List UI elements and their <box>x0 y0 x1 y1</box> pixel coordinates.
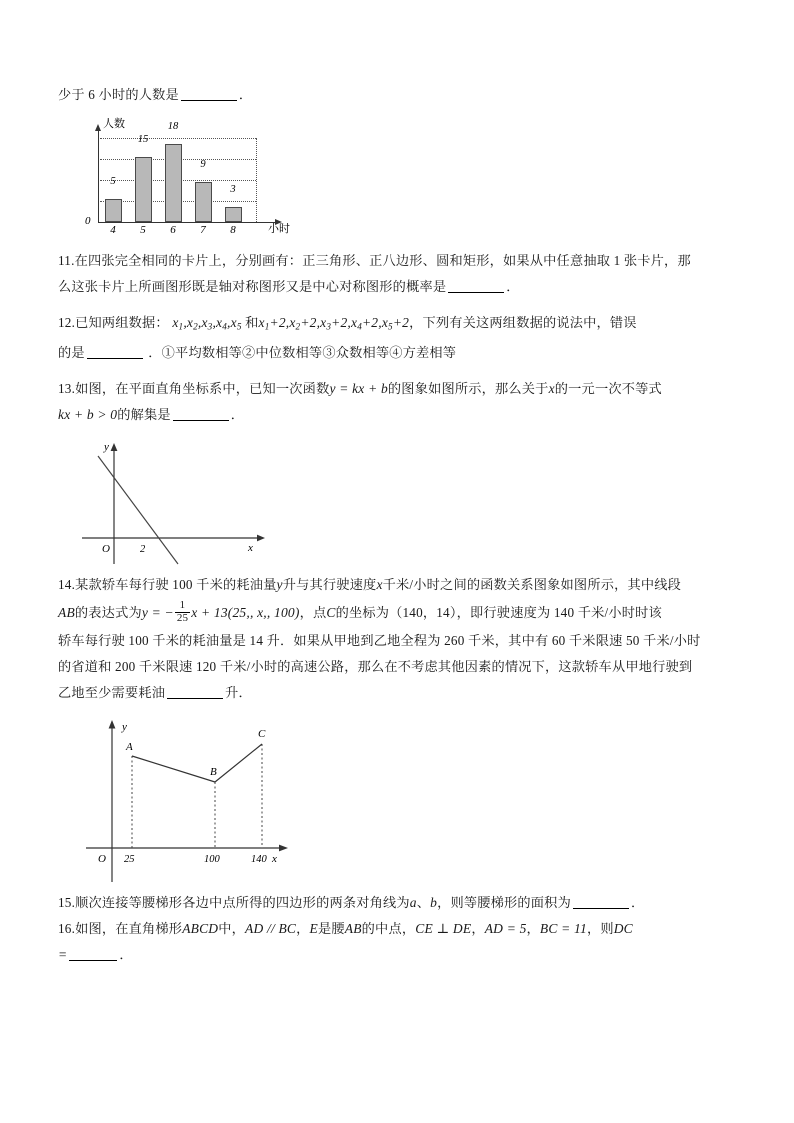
q16-text-g: ， <box>526 920 540 936</box>
q13-function: y = kx + b <box>329 380 388 396</box>
bar-6 <box>165 144 182 222</box>
q16-text-h: ，则 <box>586 920 614 936</box>
graph14-label-c: C <box>258 727 266 740</box>
bar-chart-figure <box>76 116 306 234</box>
chart-gridline <box>100 138 256 139</box>
q16-text-end: ． <box>119 946 133 962</box>
q12-number: 12. <box>58 315 76 330</box>
q13-inequality: kx + b > 0 <box>58 406 118 422</box>
q16-bc-value: BC = 11 <box>539 920 587 936</box>
q12-line1 <box>58 310 742 340</box>
q15-var-b: b <box>430 894 438 910</box>
q14-point-c: C <box>326 604 336 620</box>
q12-line2-post: ． <box>148 344 162 360</box>
q15-var-a: a <box>409 894 417 910</box>
chart-xlabel: 小时 <box>268 222 290 235</box>
question-12 <box>58 310 742 366</box>
q16-number: 16. <box>58 920 76 936</box>
graph14-x-arrow <box>279 844 288 851</box>
graph14-figure <box>82 716 312 884</box>
q14-text-j: 升． <box>225 684 252 700</box>
answer-blank[interactable] <box>173 407 229 421</box>
q14-line1 <box>58 572 742 598</box>
bar-8 <box>225 207 242 222</box>
q13-number: 13. <box>58 380 76 396</box>
q15-text-pre: 顺次连接等腰梯形各边中点所得的四边形的两条对角线为 <box>75 894 410 910</box>
chart-xtick-7: 7 <box>200 224 206 236</box>
q11-number: 11. <box>58 253 75 268</box>
q11-text2-pre: 么这张卡片上所画图形既是轴对称图形又是中心对称图形的概率是 <box>58 279 447 294</box>
q13-text-end: ． <box>230 406 245 422</box>
q16-line1 <box>58 916 742 942</box>
q16-text-a: 如图，在直角梯形 <box>75 920 183 936</box>
answer-blank[interactable] <box>448 279 504 293</box>
graph14-xlabel: x <box>272 852 277 865</box>
graph13-ylabel: y <box>104 440 109 453</box>
q14-var-y: y <box>276 576 283 592</box>
q14-var-x: x <box>376 576 383 592</box>
bar-value-4: 5 <box>110 176 116 187</box>
q12-text-post: ，下列有关这两组数据的说法中，错误 <box>409 315 637 330</box>
q14-fraction <box>175 600 190 624</box>
q12-conj: 和 <box>245 315 259 330</box>
bar-value-7: 9 <box>200 159 206 170</box>
q16-dc: DC <box>613 920 633 936</box>
q15-text-post: ． <box>630 894 645 910</box>
q12-math-group2: $x_1+2,x_2+2,x_3+2,x_4+2,x_5+2$ <box>258 315 410 332</box>
q16-text-e: 的中点， <box>361 920 416 936</box>
graph13-function-line <box>98 456 178 564</box>
q14-text-f: 的坐标为（140，14），即行驶速度为 140 千米/小时时该 <box>335 604 662 620</box>
chart-xtick-5: 5 <box>140 224 146 236</box>
q12-line2 <box>58 340 742 366</box>
bar-value-6: 18 <box>167 121 179 132</box>
q13-text-a: 如图，在平面直角坐标系中，已知一次函数 <box>75 380 330 396</box>
q14-segment-ab: AB <box>58 604 75 620</box>
q14-line4 <box>58 654 742 680</box>
q16-ad-value: AD = 5 <box>484 920 527 936</box>
q14-text-h: 的省道和 200 千米限速 120 千米/小时的高速公路，那么在不考虑其他因素的情况下，这款轿车从甲地行驶到 <box>58 658 693 674</box>
q14-text-e: ，点 <box>299 604 327 620</box>
question-13 <box>58 376 742 566</box>
q16-line2 <box>58 942 742 968</box>
graph14-segment-bc <box>215 744 262 782</box>
q14-eq-lead: y = − <box>141 604 174 620</box>
graph13-xlabel: x <box>248 541 253 554</box>
graph13-y-arrow <box>111 443 118 451</box>
graph13-figure <box>80 438 280 566</box>
q13-var-x: x <box>548 380 555 396</box>
graph14-y-arrow <box>109 720 116 729</box>
chart-y-axis <box>98 130 99 222</box>
q13-text-c: 的一元一次不等式 <box>554 380 662 396</box>
q14-line3 <box>58 628 742 654</box>
bar-7 <box>195 182 212 222</box>
q14-text-d: 的表达式为 <box>74 604 142 620</box>
q14-number: 14. <box>58 576 76 592</box>
chart-xtick-8: 8 <box>230 224 236 236</box>
q15-text-mid: ，则等腰梯形的面积为 <box>437 894 571 910</box>
q16-perp: CE ⊥ DE <box>415 920 472 936</box>
graph14-xtick-25: 25 <box>124 853 135 865</box>
chart-ylabel: 人数 <box>103 117 125 130</box>
q16-equals: = <box>58 946 68 962</box>
graph14-xtick-100: 100 <box>204 853 220 865</box>
answer-blank[interactable] <box>181 87 237 101</box>
q16-text-d: 是腰 <box>317 920 345 936</box>
q12-text-pre: 已知两组数据： <box>75 315 169 330</box>
q14-text-i: 乙地至少需要耗油 <box>58 684 166 700</box>
q14-text-b: 升与其行驶速度 <box>282 576 377 592</box>
q13-text-d: 的解集是 <box>117 406 171 422</box>
question-16 <box>58 916 742 968</box>
top-fragment-suffix: ． <box>238 87 253 102</box>
q14-line5 <box>58 680 742 706</box>
answer-blank[interactable] <box>167 685 223 699</box>
graph13-x-intercept: 2 <box>140 543 146 555</box>
chart-right-border <box>256 138 257 222</box>
q14-frac-denominator: 25 <box>176 612 189 625</box>
graph14-svg <box>82 716 312 884</box>
graph13-x-arrow <box>257 534 265 541</box>
q16-text-c: ， <box>296 920 310 936</box>
graph13-svg <box>80 438 280 566</box>
q14-frac-numerator: 1 <box>179 599 186 612</box>
q11-text1: 在四张完全相同的卡片上，分别画有：正三角形、正八边形、圆和矩形，如果从中任意抽取 1 张卡片，那 <box>74 253 691 268</box>
page-content <box>58 82 742 968</box>
q14-text-a: 某款轿车每行驶 100 千米的耗油量 <box>75 576 277 592</box>
q14-text-c: 千米/小时之间的函数关系图象如图所示，其中线段 <box>382 576 682 592</box>
top-fragment-prefix: 少于 6 小时的人数是 <box>58 87 179 102</box>
chart-origin-label: 0 <box>85 215 91 227</box>
q13-line2 <box>58 402 742 428</box>
q11-line1 <box>58 248 742 274</box>
question-11 <box>58 248 742 300</box>
q14-line2 <box>58 598 742 628</box>
answer-blank[interactable] <box>69 947 117 961</box>
graph14-label-a: A <box>126 740 133 753</box>
q13-text-b: 的图象如图所示，那么关于 <box>387 380 549 396</box>
q16-seg-ab: AB <box>344 920 362 936</box>
q14-eq-tail: x + 13(25,, x,, 100) <box>191 604 300 620</box>
q12-math-group1: $x_1,x_2,x_3,x_4,x_5$ <box>172 315 242 332</box>
q16-text-b: 中， <box>218 920 246 936</box>
graph14-xtick-140: 140 <box>251 853 267 865</box>
top-fragment-line <box>58 82 742 108</box>
answer-blank[interactable] <box>87 345 143 359</box>
q14-text-g: 轿车每行驶 100 千米的耗油量是 14 升．如果从甲地到乙地全程为 260 千米，其中有 60 千米限速 50 千米/小时 <box>58 632 701 648</box>
q16-parallel: AD // BC <box>245 920 297 936</box>
q16-quad: ABCD <box>182 920 219 936</box>
graph14-origin: O <box>98 852 106 865</box>
graph13-origin: O <box>102 542 110 555</box>
graph14-label-b: B <box>210 765 217 778</box>
bar-4 <box>105 199 122 222</box>
q12-options: ①平均数相等②中位数相等③众数相等④方差相等 <box>161 344 457 360</box>
chart-xtick-6: 6 <box>170 224 176 236</box>
question-15 <box>58 890 742 916</box>
question-14 <box>58 572 742 884</box>
q12-line2-pre: 的是 <box>58 344 85 360</box>
q15-number: 15. <box>58 894 76 910</box>
q16-text-f: ， <box>471 920 485 936</box>
q16-point-e: E <box>309 920 318 936</box>
q11-text2-post: ． <box>506 279 520 294</box>
q13-line1 <box>58 376 742 402</box>
bar-value-8: 3 <box>230 184 236 195</box>
q15-sep: 、 <box>416 894 431 910</box>
q15-line1 <box>58 890 742 916</box>
graph14-segment-ab <box>132 756 215 782</box>
chart-xtick-4: 4 <box>110 224 116 236</box>
answer-blank[interactable] <box>573 895 629 909</box>
graph14-ylabel: y <box>122 720 127 733</box>
bar-5 <box>135 157 152 222</box>
bar-value-5: 15 <box>137 134 149 145</box>
chart-x-axis <box>98 222 276 223</box>
q11-line2 <box>58 274 742 300</box>
